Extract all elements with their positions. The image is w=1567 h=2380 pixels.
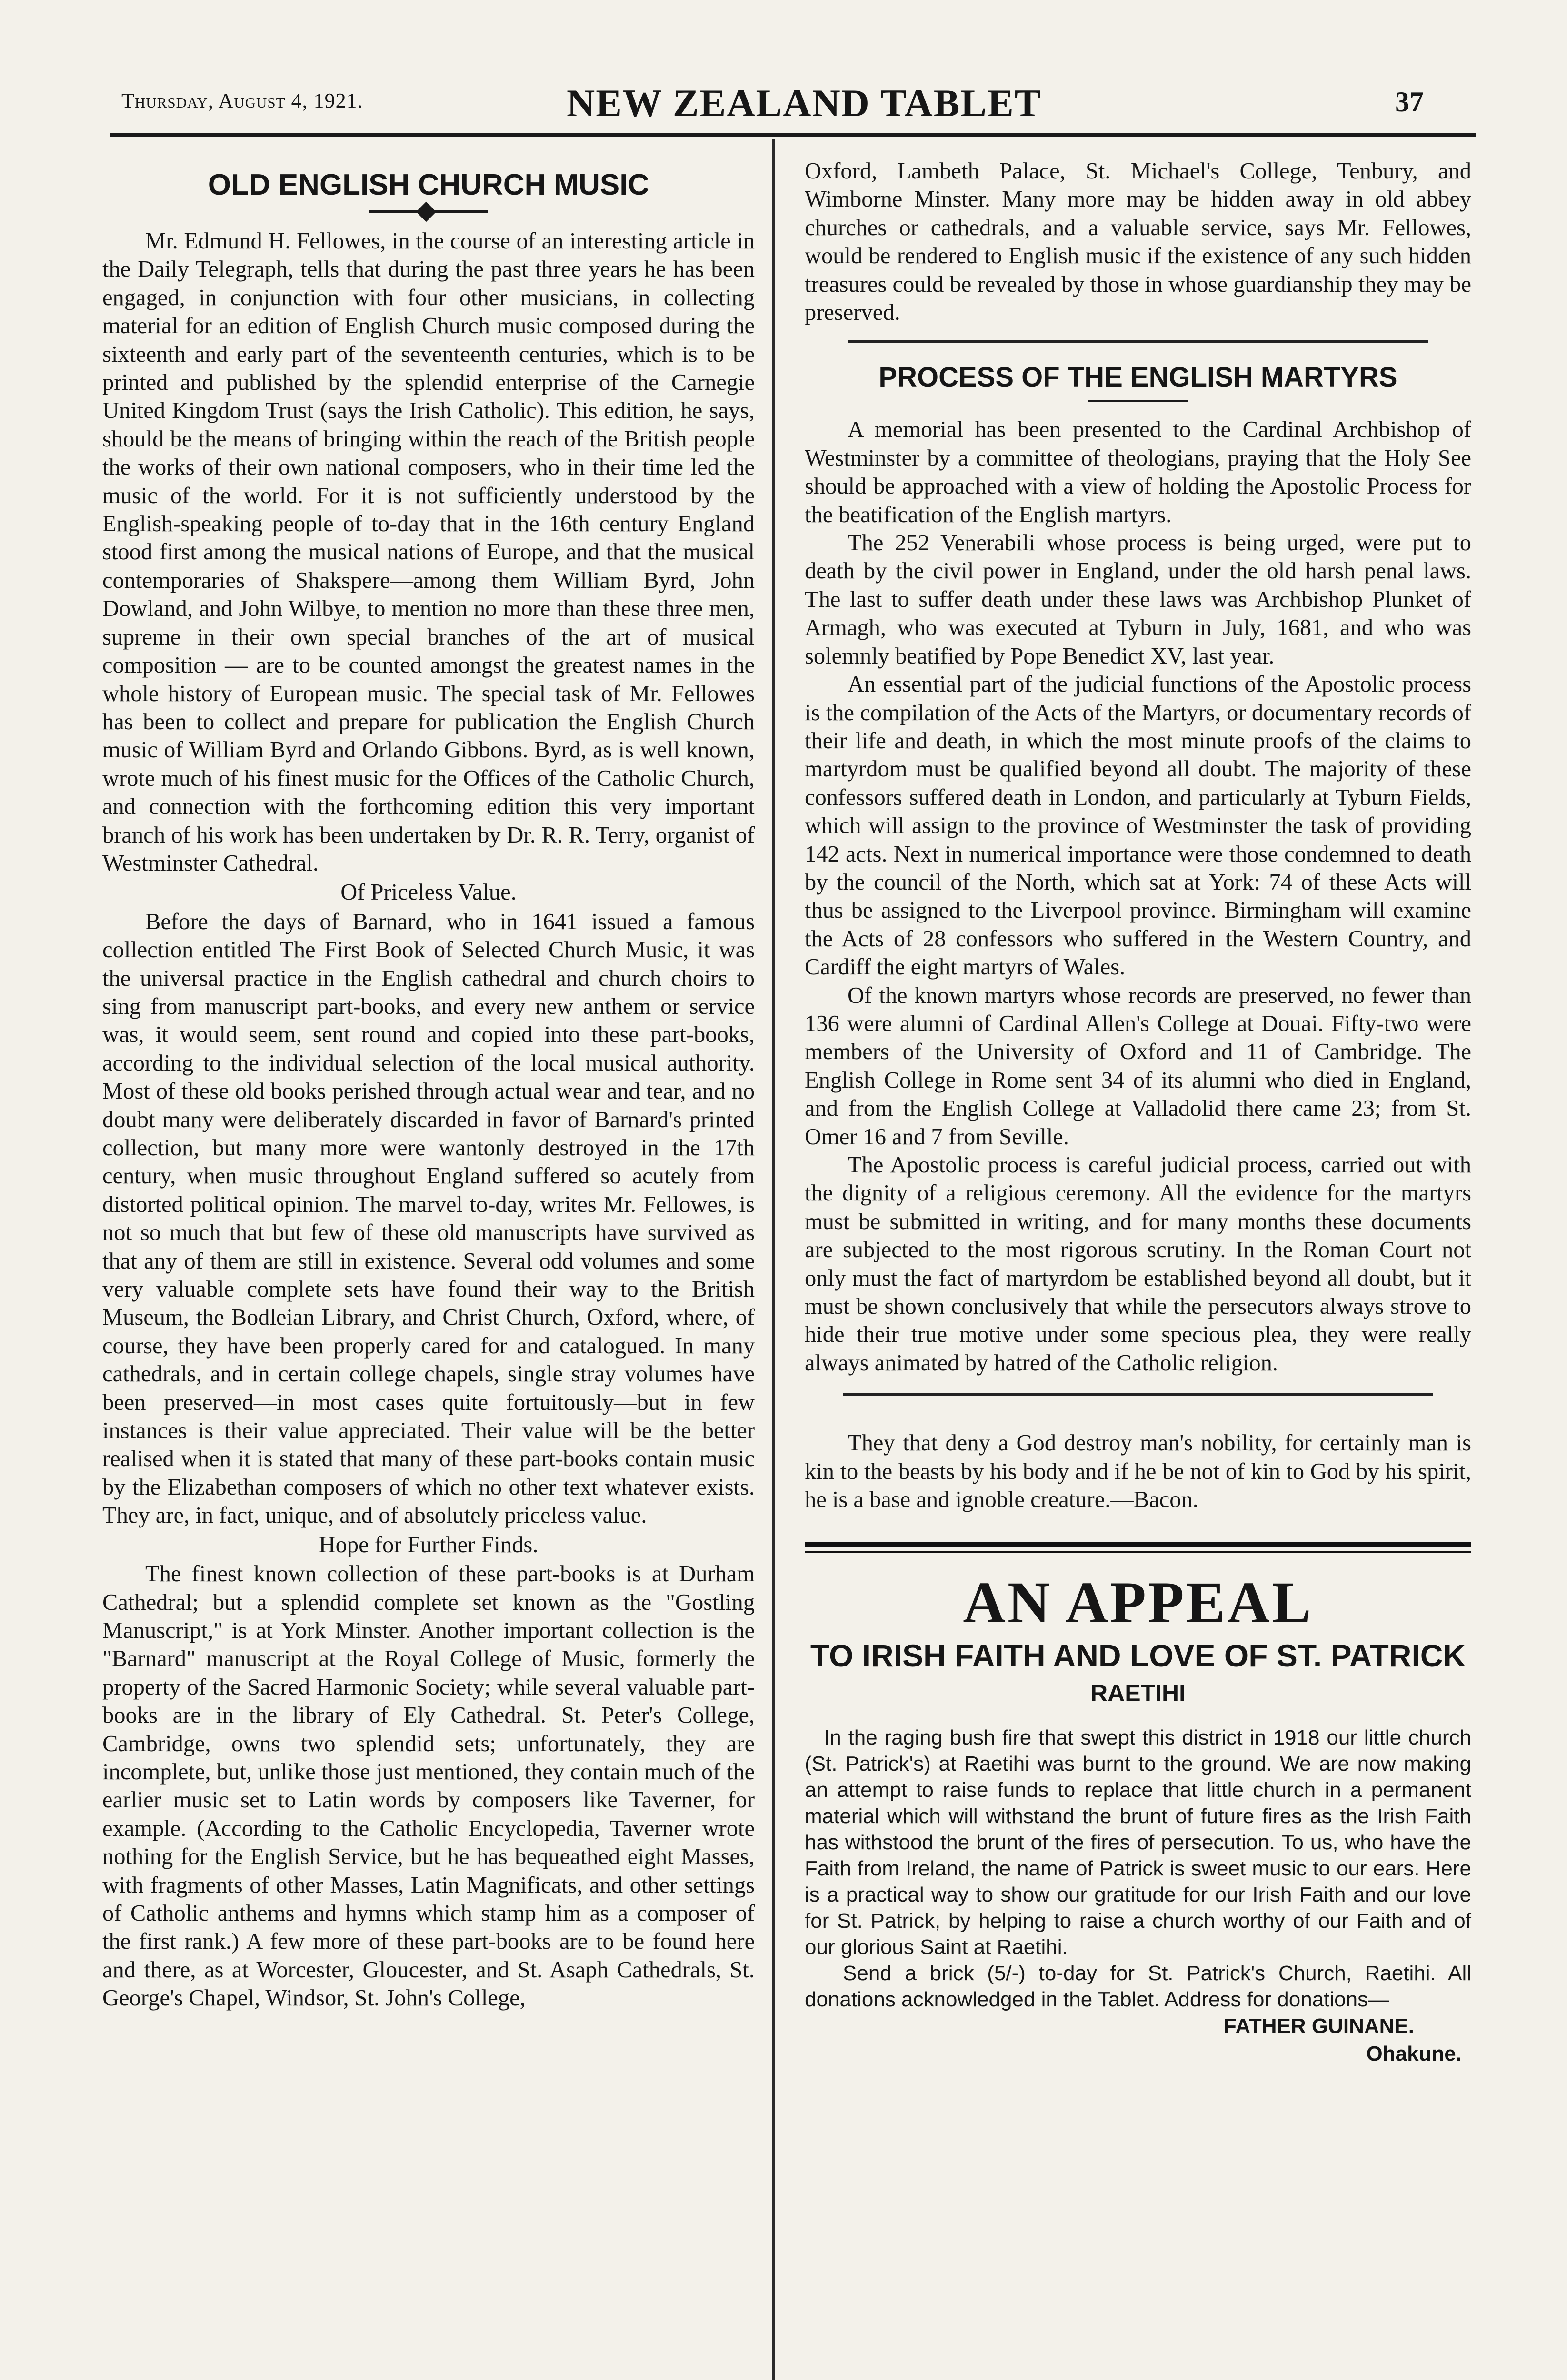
paragraph: An essential part of the judicial functions of the Apostolic process is the compilation of the Acts of the Martyrs, or documentary records of their life and death, in which the most minute proofs of the claims to martyrdom must be qualified beyond all doubt. The majority of these confessors suffered death in London, and particularly at Tyburn Fields, which will assign to the province of Westminster the task of providing 142 acts. Next in numerical importance were those condemned to death by the council of the North, which sat at York: 74 of these Acts will thus be assigned to the Liverpool province. Birmingham will examine the Acts of 28 confessors who suffered in the Western Country, and Cardiff the eight martyrs of Wales. (805, 672, 1471, 980)
left-column (102, 157, 755, 2013)
paragraph: A memorial has been presented to the Cardinal Archbishop of Westminster by a committee of theologians, praying that the Holy See should be approached with a view of holding the Apostolic Process for the beatification of the English martyrs. (805, 417, 1471, 527)
article-continuation: Oxford, Lambeth Palace, St. Michael's College, Tenbury, and Wimborne Minster. Many more may be hidden away in old abbey churches or cathedrals, and a valuable service, says Mr. Fellowes, would be rendered to English music if the existence of any such hidden treasures could be revealed by those in whose guardianship they may be preserved. (805, 159, 1471, 326)
page-number: 37 (1395, 86, 1424, 118)
article-title-martyrs: PROCESS OF THE ENGLISH MARTYRS (878, 362, 1397, 393)
section-rule (848, 340, 1428, 343)
column-divider (772, 139, 775, 2380)
appeal-title: AN APPEAL (963, 1570, 1313, 1636)
subheading: Hope for Further Finds. (319, 1532, 539, 1557)
title-rule (1088, 400, 1188, 402)
paragraph: The Apostolic process is careful judicial process, carried out with the dignity of a religious ceremony. All the evidence for the martyrs must be submitted in writing, and for many months these documents are subjected to the most rigorous scrutiny. In the Roman Court not only must the fact of martyrdom be established beyond all doubt, but it must be shown conclusively that while the persecutors always strove to hide their true motive under some specious plea, they were really always animated by hatred of the Catholic religion. (805, 1152, 1471, 1376)
appeal-signature: FATHER GUINANE. (1223, 2014, 1414, 2038)
right-column (805, 157, 1471, 2068)
appeal-rule-thin (805, 1551, 1471, 1553)
appeal-place: RAETIHI (1090, 1680, 1186, 1707)
header-rule (110, 133, 1476, 137)
appeal-rule-thick (805, 1542, 1471, 1547)
paragraph: The finest known collection of these part-books is at Durham Cathedral; but a splendid complete set known as the "Gostling Manuscript," is at York Minster. Another important collection is the "Barnard" manuscript at the Royal College of Music, formerly the property of the Sacred Harmonic Society; while several valuable part-books are in the library of Ely Cathedral. St. Peter's College, Cambridge, owns two splendid sets; unfortunately, they are incomplete, but, unlike those just mentioned, they contain much of the earlier music set to Latin words by composers like Taverner, for example. (According to the Catholic Encyclopedia, Taverner wrote nothing for the English Service, but he has bequeathed eight Masses, with fragments of other Masses, Latin Magnificats, and other settings of Catholic anthems and hymns which stamp him as a composer of the first rank.) A few more of these part-books are to be found here and there, as at Worcester, Gloucester, and St. Asaph Cathedrals, St. George's Chapel, Windsor, St. John's College, (102, 1561, 755, 2011)
appeal-body (805, 1725, 1471, 2013)
appeal-subtitle: TO IRISH FAITH AND LOVE OF ST. PATRICK (810, 1638, 1466, 1674)
paragraph: Mr. Edmund H. Fellowes, in the course of an interesting article in the Daily Telegraph, tells that during the past three years he has been engaged, in conjunction with four other musicians, in collecting material for an edition of English Church music composed during the sixteenth and early part of the seventeenth centuries, which is to be printed and published by the splendid enterprise of the Carnegie United Kingdom Trust (says the Irish Catholic). This edition, he says, should be the means of bringing within the reach of the British people the works of their own national composers, who in their time led the music of the world. For it is not sufficiently understood by the English-speaking people of to-day that in the 16th century England stood first among the musical nations of Europe, and that the musical contemporaries of Shakspere—among them William Byrd, John Dowland, and John Wilbye, to mention no more than these three men, supreme in their own special branches of the art of musical composition — are to be counted amongst the greatest names in the whole history of European music. The special task of Mr. Fellowes has been to collect and prepare for publication the English Church music of William Byrd and Orlando Gibbons. Byrd, as is well known, wrote much of his finest music for the Offices of the Catholic Church, and connection with the forthcoming edition this very important branch of his work has been undertaken by Dr. R. R. Terry, organist of Westminster Cathedral. (102, 228, 755, 876)
appeal-text: In the raging bush fire that swept this district in 1918 our little church (St. Patrick's) at Raetihi was burnt to the ground. We are now making an attempt to raise funds to replace that little church in a permanent material which will withstand the brunt of future fires as the Irish Faith has withstood the brunt of the fires of persecution. To us, who have the Faith from Ireland, the name of Patrick is sweet music to our ears. Here is a practical way to show our gratitude for our Irish Faith and our love for St. Patrick, by helping to raise a church worthy of our Faith and of our glorious Saint at Raetihi. (805, 1726, 1471, 1959)
appeal-request: Send a brick (5/-) to-day for St. Patrick's Church, Raetihi. All donations acknowledged in the Tablet. Address for donations— (805, 1962, 1471, 2012)
paragraph: The 252 Venerabili whose process is being urged, were put to death by the civil power in England, under the old harsh penal laws. The last to suffer death under these laws was Archbishop Plunket of Armagh, who was executed at Tyburn in July, 1681, and who was solemnly beatified by Pope Benedict XV, last year. (805, 530, 1471, 669)
title-ornament (369, 210, 488, 213)
subheading: Of Priceless Value. (340, 880, 517, 905)
diamond-ornament-icon (416, 202, 436, 222)
newspaper-title: NEW ZEALAND TABLET (567, 81, 1042, 125)
paragraph: Before the days of Barnard, who in 1641 issued a famous collection entitled The First Book of Selected Church Music, it was the universal practice in the English cathedral and church choirs to sing from manuscript part-books, and every new anthem or service was, it would seem, sent round and copied into these part-books, according to the individual selection of the local musical authority. Most of these old books perished through actual wear and tear, and no doubt many were deliberately discarded in favor of Barnard's printed collection, but many more were wantonly destroyed in the 17th century, when music throughout England suffered so acutely from distorted political opinion. The marvel to-day, writes Mr. Fellowes, is not so much that but few of these old manuscripts have survived as that any of them are still in existence. Several odd volumes and some very valuable complete sets have found their way to the British Museum, the Bodleian Library, and Christ Church, Oxford, where, of course, they have been properly cared for and catalogued. In many cathedrals, and in certain college chapels, single stray volumes have been preserved—in most cases quite fortuitously—but in few instances is their value appreciated. Their value will be the better realised when it is stated that many of these part-books contain music by the Elizabethan composers of which no other text whatever exists. They are, in fact, unique, and of absolutely priceless value. (102, 909, 755, 1528)
appeal-signature-place: Ohakune. (1366, 2042, 1462, 2066)
bacon-quote (805, 1429, 1471, 1514)
quote-text: They that deny a God destroy man's nobility, for certainly man is kin to the beasts by his body and if he be not of kin to God by his spirit, he is a base and ignoble creature.—Bacon. (805, 1430, 1471, 1513)
article-title-church-music: OLD ENGLISH CHURCH MUSIC (208, 169, 649, 201)
paragraph: Of the known martyrs whose records are preserved, no fewer than 136 were alumni of Cardinal Allen's College at Douai. Fifty-two were members of the University of Oxford and 11 of Cambridge. The English College in Rome sent 34 of its alumni who died in England, and from the English College at Valladolid there came 23; from St. Omer 16 and 7 from Seville. (805, 982, 1471, 1150)
section-rule (843, 1393, 1433, 1396)
header-date: Thursday, August 4, 1921. (121, 89, 363, 112)
